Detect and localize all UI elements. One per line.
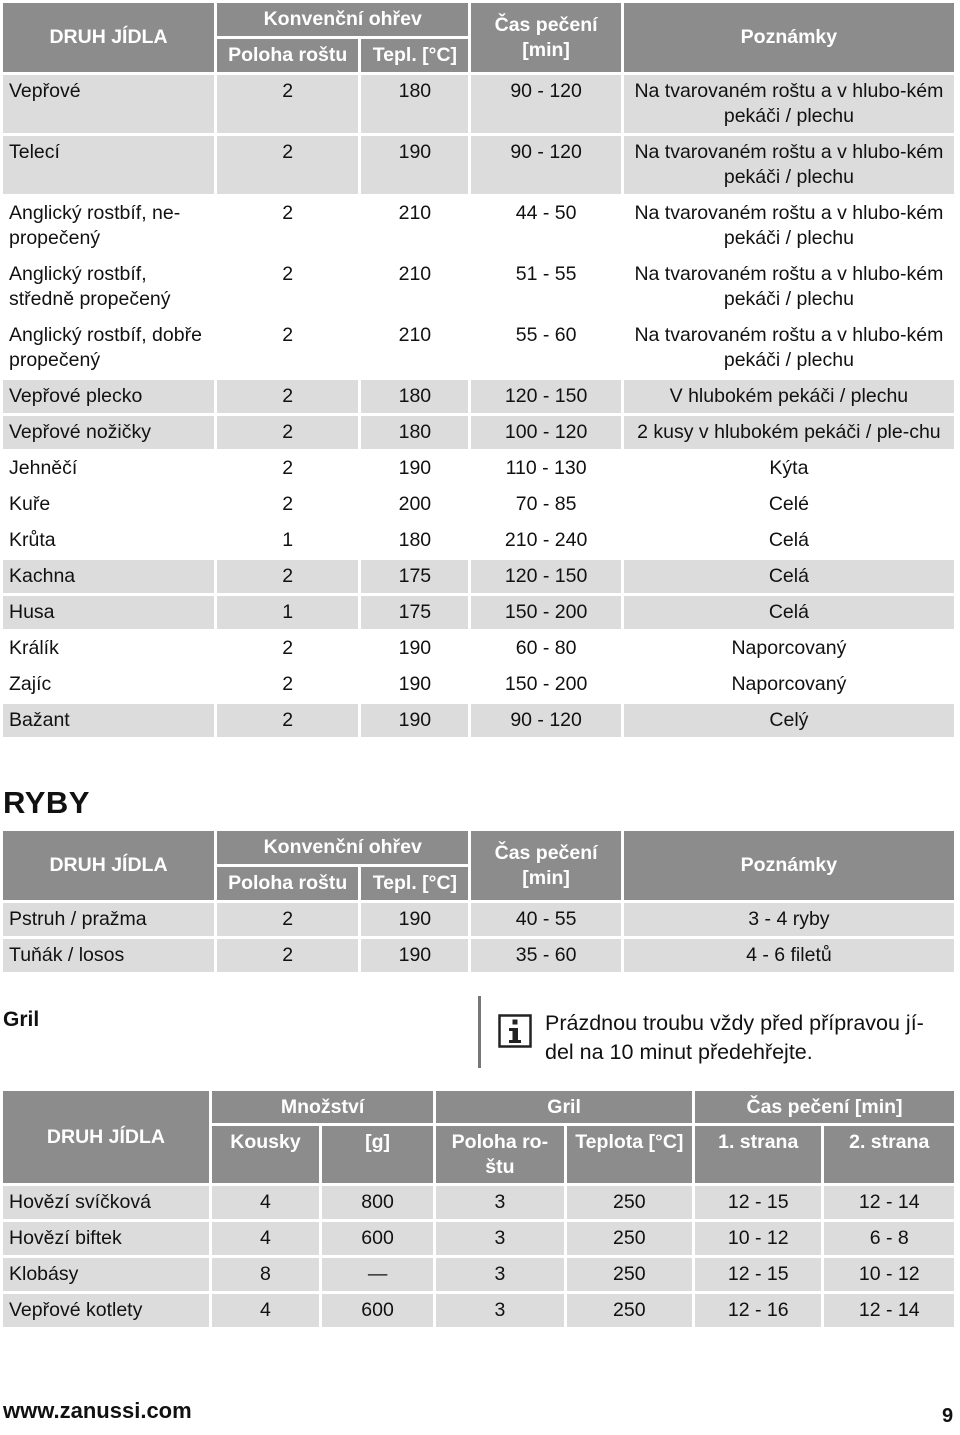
cell-side1: 12 - 15 (695, 1186, 821, 1219)
cell-time: 120 - 150 (471, 380, 620, 413)
cell-shelf: 2 (217, 903, 358, 936)
cell-food: Vepřové kotlety (3, 1294, 209, 1327)
header-temp: Teplota [°C] (567, 1126, 692, 1183)
header-temp: Tepl. [°C] (361, 867, 468, 900)
cell-shelf: 2 (217, 416, 358, 449)
cell-shelf: 2 (217, 560, 358, 593)
cell-note: Celá (624, 596, 954, 629)
cell-food: Tuňák / losos (3, 939, 214, 972)
cell-side2: 12 - 14 (824, 1294, 954, 1327)
table-row (3, 632, 954, 665)
cell-temp: 180 (361, 75, 468, 133)
cell-temp: 175 (361, 596, 468, 629)
cell-time: 40 - 55 (471, 903, 620, 936)
cell-food: Pstruh / pražma (3, 903, 214, 936)
page-number: 9 (942, 1405, 954, 1427)
cell-temp: 190 (361, 136, 468, 194)
cell-temp: 190 (361, 903, 468, 936)
cell-time: 60 - 80 (471, 632, 620, 665)
info-icon (498, 1014, 532, 1048)
header-grill: Gril (436, 1091, 692, 1123)
cell-note: 4 - 6 filetů (624, 939, 954, 972)
cell-note: Na tvarovaném roštu a v hlubo-kém pekáči / plechu (624, 258, 954, 316)
header-time: Čas pečení [min] (471, 831, 620, 900)
cell-shelf: 3 (436, 1294, 563, 1327)
cell-food: Anglický rostbíf, středně propečený (3, 258, 214, 316)
cell-grams: 600 (322, 1294, 433, 1327)
info-note-text: Prázdnou troubu vždy před přípravou jí-del na 10 minut předehřejte. (545, 1011, 924, 1064)
cell-note: Celá (624, 524, 954, 557)
cell-temp: 190 (361, 704, 468, 737)
header-shelf: Poloha ro-štu (436, 1126, 563, 1183)
cell-time: 44 - 50 (471, 197, 620, 255)
cell-temp: 180 (361, 380, 468, 413)
cell-temp: 250 (567, 1222, 692, 1255)
header-quantity: Množství (212, 1091, 433, 1123)
cell-food: Bažant (3, 704, 214, 737)
cell-food: Anglický rostbíf, dobře propečený (3, 319, 214, 377)
cell-temp: 180 (361, 524, 468, 557)
table-row (3, 524, 954, 557)
cell-note: Celý (624, 704, 954, 737)
cell-temp: 190 (361, 939, 468, 972)
cell-temp: 250 (567, 1186, 692, 1219)
cell-shelf: 2 (217, 488, 358, 521)
cell-time: 51 - 55 (471, 258, 620, 316)
cell-shelf: 2 (217, 75, 358, 133)
cell-shelf: 2 (217, 197, 358, 255)
header-side2: 2. strana (824, 1126, 954, 1183)
table-row (3, 668, 954, 701)
cell-time: 90 - 120 (471, 136, 620, 194)
cell-shelf: 3 (436, 1258, 563, 1291)
cell-time: 150 - 200 (471, 596, 620, 629)
table-row (3, 704, 954, 737)
header-shelf: Poloha roštu (217, 39, 358, 72)
cell-note: Celá (624, 560, 954, 593)
cell-side2: 12 - 14 (824, 1186, 954, 1219)
cell-temp: 180 (361, 416, 468, 449)
cell-side2: 6 - 8 (824, 1222, 954, 1255)
header-side1: 1. strana (695, 1126, 821, 1183)
cell-temp: 200 (361, 488, 468, 521)
cell-time: 70 - 85 (471, 488, 620, 521)
footer-url-link[interactable]: www.zanussi.com (3, 1398, 192, 1423)
table-row (3, 452, 954, 485)
cell-note: Kýta (624, 452, 954, 485)
cell-temp: 190 (361, 632, 468, 665)
cell-note: Na tvarovaném roštu a v hlubo-kém pekáči / plechu (624, 75, 954, 133)
table-row (3, 903, 954, 936)
cell-food: Kachna (3, 560, 214, 593)
table-row (3, 1186, 954, 1219)
cell-shelf: 3 (436, 1186, 563, 1219)
cell-temp: 190 (361, 452, 468, 485)
cell-temp: 190 (361, 668, 468, 701)
cell-note: Celé (624, 488, 954, 521)
section-heading-grill: Gril (3, 1008, 40, 1031)
header-shelf: Poloha roštu (217, 867, 358, 900)
cell-side1: 10 - 12 (695, 1222, 821, 1255)
header-temp: Tepl. [°C] (361, 39, 468, 72)
cell-shelf: 2 (217, 258, 358, 316)
header-conventional: Konvenční ohřev (217, 3, 468, 36)
cell-note: 3 - 4 ryby (624, 903, 954, 936)
cell-grams: — (322, 1258, 433, 1291)
header-grams: [g] (322, 1126, 433, 1183)
table-row (3, 416, 954, 449)
cell-food: Vepřové plecko (3, 380, 214, 413)
cell-pieces: 4 (212, 1294, 319, 1327)
cell-food: Jehněčí (3, 452, 214, 485)
header-food: DRUH JÍDLA (3, 1091, 209, 1183)
cell-note: Na tvarovaném roštu a v hlubo-kém pekáči / plechu (624, 319, 954, 377)
cell-note: V hlubokém pekáči / plechu (624, 380, 954, 413)
cell-food: Králík (3, 632, 214, 665)
cell-note: Na tvarovaném roštu a v hlubo-kém pekáči / plechu (624, 197, 954, 255)
grill-table (0, 1088, 957, 1330)
cell-shelf: 2 (217, 380, 358, 413)
info-note (478, 996, 951, 1068)
header-time: Čas pečení [min] (695, 1091, 954, 1123)
cell-time: 110 - 130 (471, 452, 620, 485)
cell-side1: 12 - 15 (695, 1258, 821, 1291)
table-row (3, 136, 954, 194)
table-row (3, 380, 954, 413)
cell-note: Naporcovaný (624, 668, 954, 701)
table-row (3, 1222, 954, 1255)
cell-note: Na tvarovaném roštu a v hlubo-kém pekáči / plechu (624, 136, 954, 194)
cell-time: 90 - 120 (471, 704, 620, 737)
cell-time: 35 - 60 (471, 939, 620, 972)
table-row (3, 75, 954, 133)
cell-grams: 800 (322, 1186, 433, 1219)
cell-food: Klobásy (3, 1258, 209, 1291)
cell-temp: 210 (361, 319, 468, 377)
cell-time: 150 - 200 (471, 668, 620, 701)
cell-pieces: 4 (212, 1222, 319, 1255)
cell-food: Husa (3, 596, 214, 629)
cell-temp: 250 (567, 1258, 692, 1291)
cell-time: 210 - 240 (471, 524, 620, 557)
cell-shelf: 2 (217, 319, 358, 377)
cell-food: Krůta (3, 524, 214, 557)
header-notes: Poznámky (624, 3, 954, 72)
cell-food: Vepřové nožičky (3, 416, 214, 449)
table-row (3, 488, 954, 521)
table-row (3, 258, 954, 316)
cell-shelf: 1 (217, 524, 358, 557)
cell-food: Zajíc (3, 668, 214, 701)
cell-pieces: 4 (212, 1186, 319, 1219)
cell-grams: 600 (322, 1222, 433, 1255)
cell-shelf: 2 (217, 939, 358, 972)
table-row (3, 319, 954, 377)
cell-food: Vepřové (3, 75, 214, 133)
header-food: DRUH JÍDLA (3, 831, 214, 900)
cell-shelf: 3 (436, 1222, 563, 1255)
section-heading-fish: RYBY (3, 785, 90, 820)
header-conventional: Konvenční ohřev (217, 831, 468, 864)
cell-time: 55 - 60 (471, 319, 620, 377)
table-row (3, 560, 954, 593)
fish-table (0, 828, 957, 975)
cell-side1: 12 - 16 (695, 1294, 821, 1327)
cell-temp: 175 (361, 560, 468, 593)
table-row (3, 1294, 954, 1327)
cell-shelf: 2 (217, 704, 358, 737)
cell-shelf: 2 (217, 632, 358, 665)
cell-food: Telecí (3, 136, 214, 194)
cell-note: Naporcovaný (624, 632, 954, 665)
cell-note: 2 kusy v hlubokém pekáči / ple-chu (624, 416, 954, 449)
table-row (3, 939, 954, 972)
cell-time: 100 - 120 (471, 416, 620, 449)
table-row (3, 596, 954, 629)
cell-temp: 250 (567, 1294, 692, 1327)
cell-side2: 10 - 12 (824, 1258, 954, 1291)
cell-temp: 210 (361, 258, 468, 316)
cell-time: 90 - 120 (471, 75, 620, 133)
table-row (3, 1258, 954, 1291)
cell-food: Anglický rostbíf, ne-propečený (3, 197, 214, 255)
cell-temp: 210 (361, 197, 468, 255)
header-pieces: Kousky (212, 1126, 319, 1183)
cell-food: Hovězí svíčková (3, 1186, 209, 1219)
header-food: DRUH JÍDLA (3, 3, 214, 72)
cell-shelf: 2 (217, 136, 358, 194)
header-time: Čas pečení [min] (471, 3, 620, 72)
cell-shelf: 1 (217, 596, 358, 629)
cell-pieces: 8 (212, 1258, 319, 1291)
cell-food: Hovězí biftek (3, 1222, 209, 1255)
cell-shelf: 2 (217, 668, 358, 701)
cell-shelf: 2 (217, 452, 358, 485)
cell-time: 120 - 150 (471, 560, 620, 593)
table-row (3, 197, 954, 255)
cell-food: Kuře (3, 488, 214, 521)
header-notes: Poznámky (624, 831, 954, 900)
